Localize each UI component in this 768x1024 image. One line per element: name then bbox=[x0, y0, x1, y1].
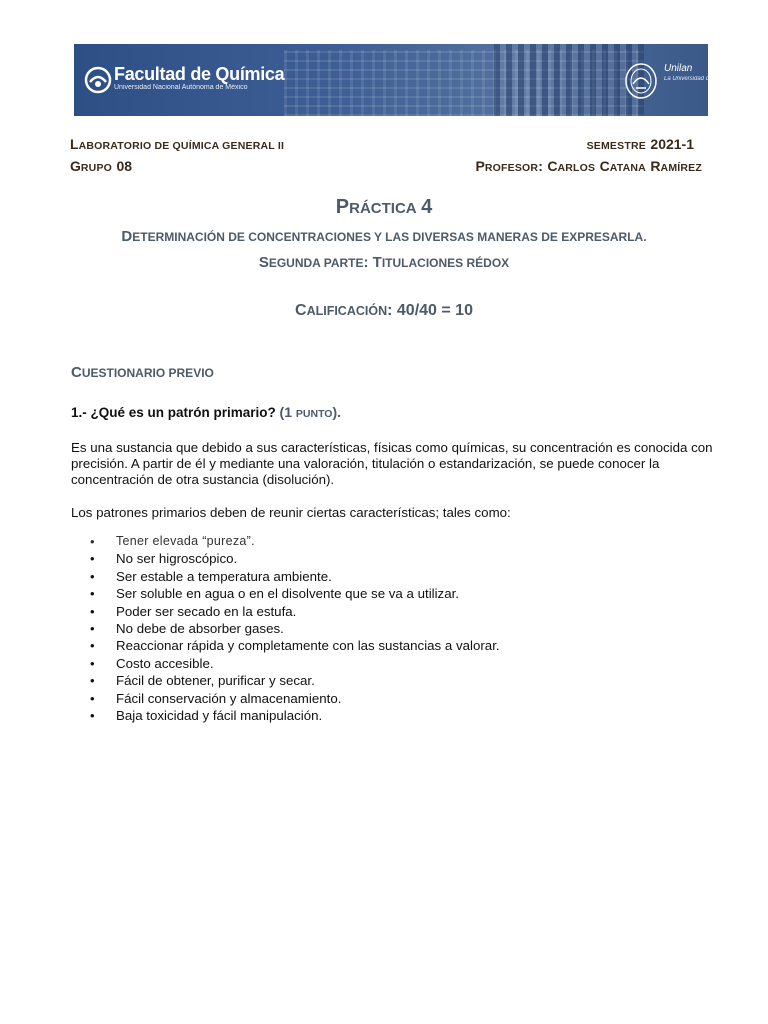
list-item: • No debe de absorber gases. bbox=[71, 620, 500, 637]
section-heading: CUESTIONARIO PREVIO bbox=[71, 364, 214, 381]
list-item: • Fácil conservación y almacenamiento. bbox=[71, 690, 500, 707]
faculty-logo-text bbox=[114, 65, 284, 92]
characteristics-list bbox=[71, 533, 500, 724]
professor: PROFESOR: CARLOS CATANA RAMÍREZ bbox=[475, 158, 702, 174]
list-item: • Poder ser secado en la estufa. bbox=[71, 603, 500, 620]
question-1: 1.- ¿Qué es un patrón primario? (1 PUNTO). bbox=[71, 404, 342, 420]
unam-slogan-logo bbox=[664, 64, 739, 84]
list-item: • Ser soluble en agua o en el disolvente que se va a utilizar. bbox=[71, 585, 500, 602]
list-item: • Baja toxicidad y fácil manipulación. bbox=[71, 707, 500, 724]
university-name: Universidad Nacional Autónoma de México bbox=[114, 84, 248, 91]
list-item: • Tener elevada “pureza”. bbox=[71, 533, 500, 550]
semester: SEMESTRE 2021-1 bbox=[586, 136, 694, 152]
list-item: • Fácil de obtener, purificar y secar. bbox=[71, 672, 500, 689]
unam-slogan-title: Unilan bbox=[664, 63, 693, 74]
faculty-name: Facultad de Química bbox=[114, 64, 285, 84]
list-item: • Reaccionar rápida y completamente con las sustancias a valorar. bbox=[71, 637, 500, 654]
faculty-logo-icon bbox=[84, 66, 112, 94]
building-photo-right bbox=[494, 44, 644, 116]
grade-value: 40/40 = 10 bbox=[396, 302, 473, 319]
intro-paragraph: Los patrones primarios deben de reunir ciertas características; tales como: bbox=[71, 505, 511, 520]
answer-paragraph: Es una sustancia que debido a sus características, físicas como químicas, su concentración es conocida con precisión. A partir de él y mediante una valoración, titulación o estandarización, se puede conocer la concentración de otra sustancia (disolución). bbox=[71, 440, 713, 487]
unam-slogan-sub: La Universidad de la Nación bbox=[664, 76, 740, 82]
list-item: • No ser higroscópico. bbox=[71, 550, 500, 567]
practice-title: PRÁCTICA 4 bbox=[335, 196, 433, 218]
list-item: • Costo accesible. bbox=[71, 655, 500, 672]
list-item: • Ser estable a temperatura ambiente. bbox=[71, 568, 500, 585]
semester-value: 2021-1 bbox=[650, 136, 694, 152]
practice-part: SEGUNDA PARTE: TITULACIONES RÉDOX bbox=[258, 254, 510, 271]
group-number: 08 bbox=[116, 158, 133, 174]
unam-seal-icon bbox=[624, 62, 658, 100]
grade: CALIFICACIÓN: 40/40 = 10 bbox=[295, 302, 473, 319]
lab-name: LABORATORIO DE QUÍMICA GENERAL II bbox=[70, 136, 285, 152]
question-points: (1 PUNTO). bbox=[279, 404, 342, 420]
practice-subtitle: DETERMINACIÓN DE CONCENTRACIONES Y LAS DIVERSAS MANERAS DE EXPRESARLA. bbox=[121, 228, 647, 245]
group-label: GRUPO 08 bbox=[70, 158, 133, 174]
